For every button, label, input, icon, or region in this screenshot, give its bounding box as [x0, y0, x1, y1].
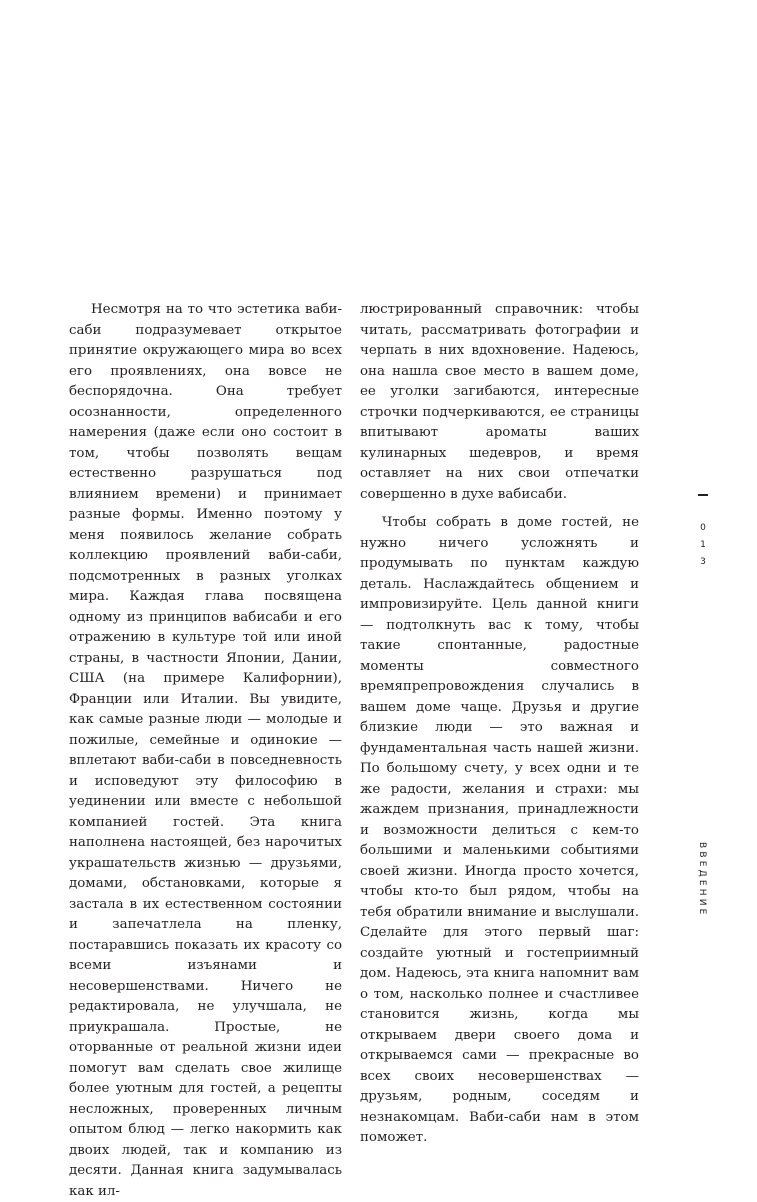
page-number-digit: 0	[700, 523, 706, 533]
text-column-right	[360, 300, 639, 1149]
paragraph: люстрированный справочник: чтобы читать, рассматривать фотографии и черпать в них вдохновение. Надеюсь, она нашла свое место в вашем доме, ее уголки загибаются, интересные строчки подчеркиваются, ее страницы впитывают ароматы ваших кулинарных шедевров, и время оставляет на них свои отпечатки совершенно в духе вабисаби.	[360, 302, 639, 502]
text-column-left	[69, 300, 342, 1202]
page-number-digit: 1	[700, 540, 706, 550]
section-label: ВВЕДЕНИЕ	[697, 842, 707, 918]
page-number-digit: 3	[700, 557, 706, 567]
paragraph: Чтобы собрать в доме гостей, не нужно ничего усложнять и продумывать по пунктам каждую деталь. Наслаждайтесь общением и импровизируйте. Цель данной книги — подтолкнуть вас к тому, чтобы такие спонтанные, радостные моменты совместного времяпрепровождения случались в вашем доме чаще. Друзья и другие близкие люди — это важная и фундаментальная часть нашей жизни. По большому счету, у всех одни и те же радости, желания и страхи: мы жаждем признания, принадлежности и возможности делиться с кем-то большими и маленькими событиями своей жизни. Иногда просто хочется, чтобы кто-то был рядом, чтобы на тебя обратили внимание и выслушали. Сделайте для этого первый шаг: создайте уютный и гостеприимный дом. Надеюсь, эта книга напомнит вам о том, насколько полнее и счастливее становится жизнь, когда мы открываем двери своего дома и открываемся сами — прекрасные во всех своих несовершенствах — друзьям, родным, соседям и незнакомцам. Ваби-саби нам в этом поможет.	[360, 515, 639, 1145]
margin-divider	[698, 494, 708, 496]
paragraph: Несмотря на то что эстетика ваби-саби подразумевает открытое принятие окружающего мира во всех его проявлениях, она вовсе не беспорядочна. Она требует осознанности, определенного намерения (даже если оно состоит в том, чтобы позволять вещам естественно разрушаться под влиянием времени) и принимает разные формы. Именно поэтому у меня появилось желание собрать коллекцию проявлений ваби-саби, подсмотренных в разных уголках мира. Каждая глава посвящена одному из принципов вабисаби и его отражению в культуре той или иной страны, в частности Японии, Дании, США (на примере Калифорнии), Франции или Италии. Вы увидите, как самые разные люди — молодые и пожилые, семейные и одинокие — вплетают ваби-саби в повседневность и исповедуют эту философию в уединении или вместе с небольшой компанией гостей. Эта книга наполнена настоящей, без нарочитых украшательств жизнью — друзьями, домами, обстановками, которые я застала в их естественном состоянии и запечатлела на пленку, постаравшись показать их красоту со всеми изъянами и несовершенствами. Ничего не редактировала, не улучшала, не приукрашала. Простые, не оторванные от реальной жизни идеи помогут вам сделать свое жилище более уютным для гостей, а рецепты несложных, проверенных личным опытом блюд — легко накормить как двоих людей, так и компанию из десяти. Данная книга задумывалась как ил-	[69, 302, 342, 1199]
page-number	[694, 520, 712, 570]
